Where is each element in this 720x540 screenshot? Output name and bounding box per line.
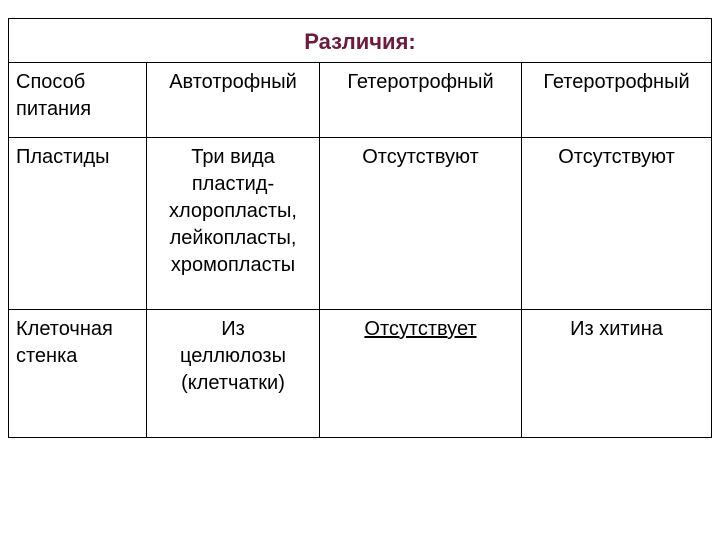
cell-plants-nutrition: Автотрофный	[147, 63, 320, 138]
cell-fungi-nutrition: Гетеротрофный	[522, 63, 712, 138]
title-row	[9, 19, 712, 63]
row-label-nutrition: Способ питания	[9, 63, 147, 138]
cell-animals-plastids: Отсутствуют	[320, 138, 522, 310]
row-label-cell-wall: Клеточная стенка	[9, 310, 147, 438]
table-row	[9, 63, 712, 138]
row-label-plastids: Пластиды	[9, 138, 147, 310]
cell-fungi-cell-wall: Из хитина	[522, 310, 712, 438]
table-row	[9, 138, 712, 310]
cell-animals-nutrition: Гетеротрофный	[320, 63, 522, 138]
title-cell	[9, 19, 712, 63]
cell-plants-cell-wall	[147, 310, 320, 438]
cell-plants-cell-wall-text: Из целлюлозы (клетчатки)	[180, 318, 286, 394]
cell-animals-cell-wall	[320, 310, 522, 438]
table-title: Различия:	[304, 29, 416, 54]
cell-fungi-plastids: Отсутствуют	[522, 138, 712, 310]
table-row	[9, 310, 712, 438]
differences-table	[8, 18, 712, 438]
cell-plants-plastids	[147, 138, 320, 310]
cell-plants-plastids-text: Три вида пластид- хлоропласты, лейкопласты, хромопласты	[169, 146, 297, 276]
cell-animals-cell-wall-text: Отсутствует	[364, 318, 477, 340]
